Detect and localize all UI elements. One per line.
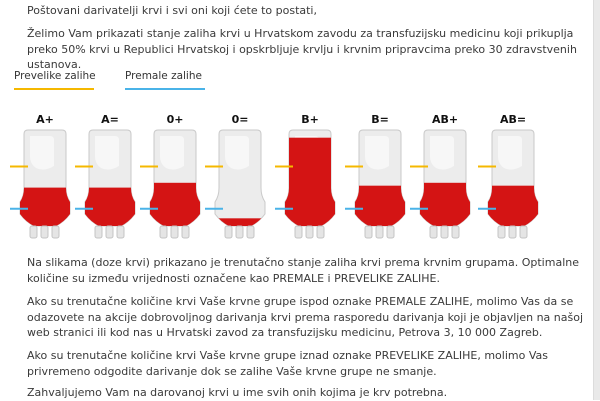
bag-port [160,226,167,238]
legend-high [14,70,96,82]
bag-port [387,226,394,238]
bag-port [317,226,324,238]
blood-level-bar [140,183,210,228]
bag-port [365,226,372,238]
blood-bag-svg [205,126,275,243]
blood-level-bar [275,138,345,228]
legend-high-label: Prevelike zalihe [14,70,96,82]
blood-group-label: AB= [499,113,527,126]
bag-port [509,226,516,238]
bag-port [95,226,102,238]
legend-low-line [125,88,205,90]
bag-port [171,226,178,238]
intro-text: Želimo Vam prikazati stanje zaliha krvi u Hrvatskom zavodu za transfuzijsku medicinu koji prikuplja preko 50% krvi u Republici Hrvatskoj i opskrbljuje krvlju i krvnim pripravcima preko 30 zdravstvenih ustanova. [27,27,577,71]
bag-port [376,226,383,238]
blood-bag-0-neg [205,113,275,243]
bag-port [41,226,48,238]
blood-group-label: AB+ [431,113,459,126]
bag-port [117,226,124,238]
blood-bag-0-pos [140,113,210,243]
legend-low [125,70,202,82]
blood-bag-a-neg [75,113,145,243]
bag-port [295,226,302,238]
bag-port [52,226,59,238]
blood-bag-b-pos [275,113,345,243]
blood-group-label: A+ [36,113,54,126]
bag-port [441,226,448,238]
blood-bag-b-neg [345,113,415,243]
bag-highlight [365,136,389,170]
bag-highlight [498,136,522,170]
legend-low-label: Premale zalihe [125,70,202,82]
blood-group-label: B+ [301,113,319,126]
bag-port [182,226,189,238]
body-paragraph-3: Ako su trenutačne količine krvi Vaše krvne grupe iznad oznake PREVELIKE ZALIHE, molimo Vas privremeno odgodite darivanje dok se zalihe Vaše krvne grupe ne smanje. [27,349,548,378]
blood-bag-svg [10,126,80,243]
blood-bag-svg [410,126,480,243]
window-edge [593,0,600,400]
bag-port [30,226,37,238]
blood-bag-svg [75,126,145,243]
bag-port [452,226,459,238]
bag-port [430,226,437,238]
blood-level-bar [478,186,548,228]
bag-port [236,226,243,238]
blood-group-label: 0+ [166,113,184,126]
bag-highlight [160,136,184,170]
blood-group-label: 0= [231,113,249,126]
legend-high-line [14,88,94,90]
body-paragraph-1: Na slikama (doze krvi) prikazano je trenutačno stanje zaliha krvi prema krvnim grupama. Optimalne količine su između vrijednosti označene kao PREMALE i PREVELIKE ZALIHE. [27,256,579,285]
blood-group-label: B= [371,113,389,126]
bag-port [106,226,113,238]
bag-highlight [430,136,454,170]
blood-bag-svg [275,126,345,243]
bag-highlight [95,136,119,170]
blood-bag-svg [345,126,415,243]
bag-highlight [30,136,54,170]
bag-highlight [225,136,249,170]
blood-bag-a-pos [10,113,80,243]
blood-level-bar [345,186,415,228]
bag-port [247,226,254,238]
bag-port [306,226,313,238]
blood-group-label: A= [101,113,119,126]
bag-port [498,226,505,238]
blood-bag-ab-pos [410,113,480,243]
body-paragraph-4: Zahvaljujemo Vam na darovanoj krvi u ime svih onih kojima je krv potrebna. [27,386,448,399]
blood-bag-ab-neg [478,113,548,243]
bag-port [225,226,232,238]
blood-bag-svg [140,126,210,243]
bag-port [520,226,527,238]
blood-bags-panel [0,113,592,243]
body-paragraph-2: Ako su trenutačne količine krvi Vaše krvne grupe ispod oznake PREMALE ZALIHE, molimo Vas da se odazovete na akcije dobrovoljnog darivanja krvi prema rasporedu darivanja koji je objavljen na našoj web stranici ili kod nas u Hrvatski zavod za transfuzijsku medicinu, Petrova 3, 10 000 Zagreb. [27,295,584,339]
greeting-text: Poštovani darivatelji krvi i svi oni koji ćete to postati, [27,4,317,17]
blood-level-bar [410,183,480,228]
blood-bag-svg [478,126,548,243]
